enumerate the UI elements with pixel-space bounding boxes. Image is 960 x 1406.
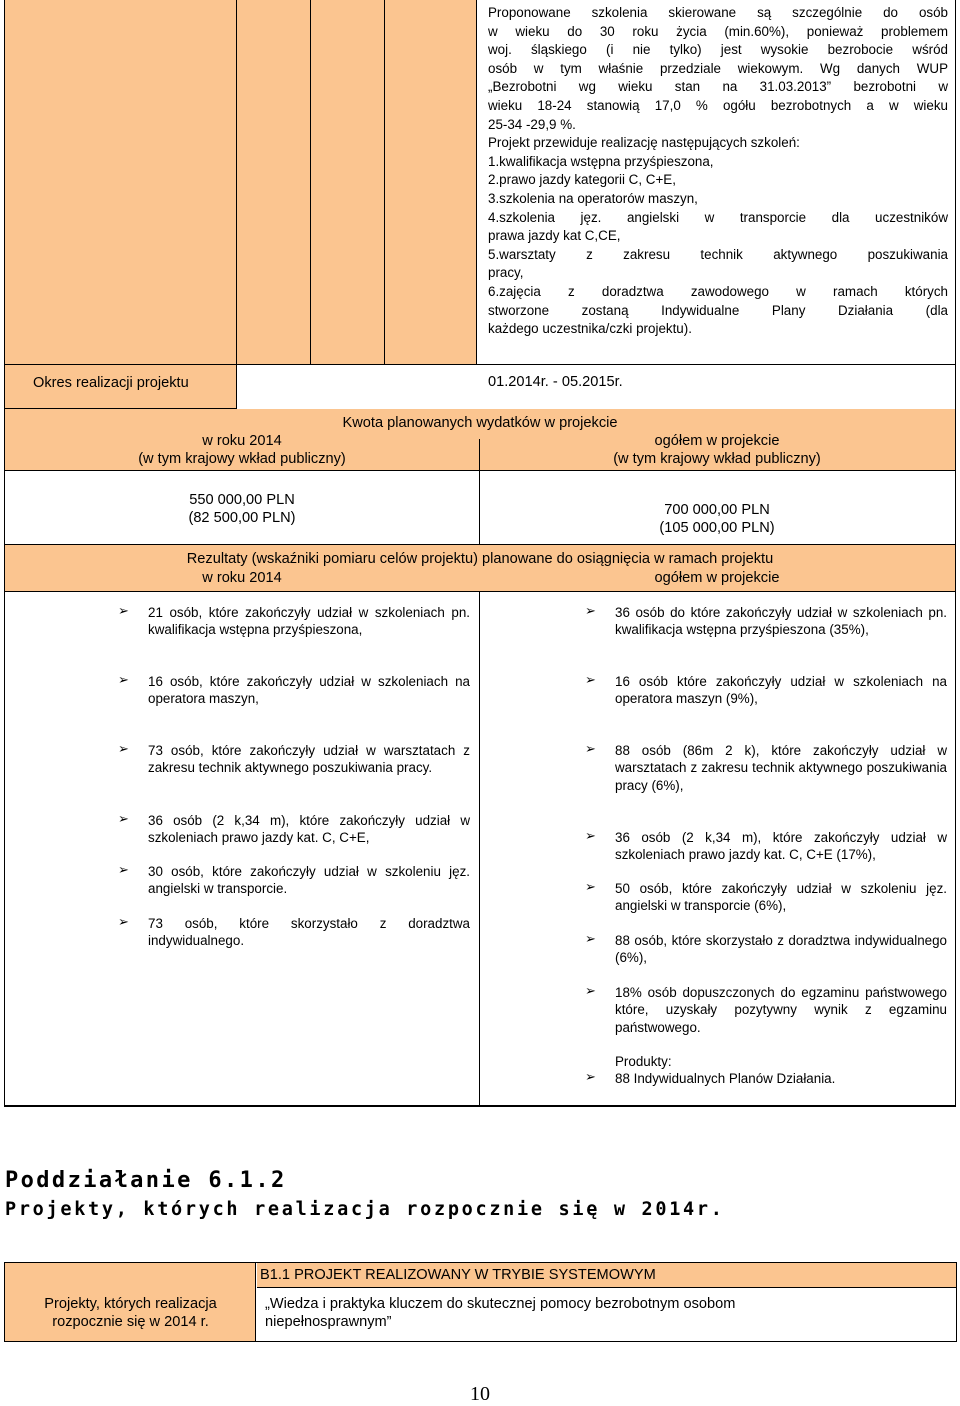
desc-line: wieku 18-24 stanowią 17,0 % ogółu bezrobotnych a w wieku	[488, 97, 948, 113]
expenses-col2-line2: (w tym krajowy wkład publiczny)	[613, 451, 821, 467]
arrow-bullet-icon: ➢	[585, 603, 596, 618]
expenses-col2-sub: (105 000,00 PLN)	[659, 520, 775, 536]
desc-line: woj. śląskiego (i nie tylko) jest wysokie bezrobocie wśród	[488, 42, 948, 58]
period-value: 01.2014r. - 05.2015r.	[488, 374, 623, 390]
arrow-bullet-icon: ➢	[585, 1069, 596, 1084]
results-col1-header: w roku 2014	[202, 570, 282, 586]
arrow-bullet-icon: ➢	[585, 983, 596, 998]
arrow-bullet-icon: ➢	[585, 828, 596, 843]
desc-line: 4.szkolenia jęz. angielski w transporcie dla uczestników	[488, 209, 948, 225]
section-subheading: Projekty, których realizacja rozpocznie się w 2014r.	[5, 1199, 725, 1220]
desc-line: 5.warsztaty z zakresu technik aktywnego poszukiwania	[488, 246, 948, 262]
page-number: 10	[470, 1383, 490, 1405]
desc-line: Proponowane szkolenia skierowane są szczególnie do osób	[488, 5, 948, 20]
desc-line: pracy,	[488, 265, 524, 281]
results-header	[5, 545, 955, 592]
spacer-column-1	[237, 0, 311, 364]
arrow-bullet-icon: ➢	[585, 879, 596, 894]
expenses-col1-sub: (82 500,00 PLN)	[188, 510, 296, 526]
desc-line: 1.kwalifikacja wstępna przyśpieszona,	[488, 153, 714, 169]
label-column	[4, 0, 237, 364]
bottom-right-line1: „Wiedza i praktyka kluczem do skutecznej pomocy bezrobotnym osobom	[265, 1296, 736, 1312]
desc-line: prawa jazdy kat C,CE,	[488, 228, 621, 244]
expenses-col1-line1: w roku 2014	[202, 433, 282, 449]
expenses-values	[5, 471, 955, 545]
period-label-cell	[4, 364, 237, 409]
bottom-left-line2: rozpocznie się w 2014 r.	[52, 1314, 209, 1330]
results-col2-header: ogółem w projekcie	[654, 570, 780, 586]
arrow-bullet-icon: ➢	[585, 672, 596, 687]
desc-line: 6.zajęcia z doradztwa zawodowego w ramach których	[488, 283, 948, 299]
spacer-column-3	[385, 0, 477, 364]
bottom-header-cell	[257, 1263, 956, 1288]
arrow-bullet-icon: ➢	[585, 741, 596, 756]
description-text	[488, 4, 948, 339]
expenses-title: Kwota planowanych wydatków w projekcie	[342, 415, 618, 431]
expenses-col2-value: 700 000,00 PLN	[664, 502, 770, 518]
desc-line: w wieku do 30 roku życia (min.60%), ponieważ problemem	[488, 23, 948, 39]
bottom-header-text: B1.1 PROJEKT REALIZOWANY W TRYBIE SYSTEMOWYM	[260, 1267, 656, 1283]
desc-line: 25-34 -29,9 %.	[488, 116, 576, 132]
expenses-col2-line1: ogółem w projekcie	[654, 433, 780, 449]
description-cell	[477, 0, 956, 364]
expenses-col1-value: 550 000,00 PLN	[189, 492, 295, 508]
arrow-bullet-icon: ➢	[118, 811, 129, 826]
arrow-bullet-icon: ➢	[118, 862, 129, 877]
desc-line: Projekt przewiduje realizację następujących szkoleń:	[488, 135, 800, 151]
results-title: Rezultaty (wskaźniki pomiaru celów projektu) planowane do osiągnięcia w ramach projektu	[186, 551, 774, 567]
arrow-bullet-icon: ➢	[118, 603, 129, 618]
desc-line: 2.prawo jazdy kategorii C, C+E,	[488, 172, 676, 188]
expenses-header	[5, 409, 955, 471]
products-label: Produkty:	[615, 1054, 672, 1069]
arrow-bullet-icon: ➢	[118, 672, 129, 687]
desc-line: stworzone zostaną Indywidualne Plany Działania (dla	[488, 302, 948, 318]
bottom-right-line2: niepełnosprawnym”	[265, 1314, 392, 1330]
arrow-bullet-icon: ➢	[118, 914, 129, 929]
expenses-col1-line2: (w tym krajowy wkład publiczny)	[138, 451, 346, 467]
desc-line: każdego uczestnika/czki projektu).	[488, 321, 692, 337]
bottom-left-line1: Projekty, których realizacja	[44, 1296, 217, 1312]
section-heading: Poddziałanie 6.1.2	[5, 1168, 287, 1193]
bottom-left-cell	[5, 1263, 256, 1341]
desc-line: 3.szkolenia na operatorów maszyn,	[488, 190, 698, 206]
expenses-header-divider	[479, 439, 480, 471]
arrow-bullet-icon: ➢	[585, 931, 596, 946]
results-divider	[479, 592, 480, 1106]
desc-line: osób w tym właśnie przedziale wiekowym. Wg danych WUP	[488, 60, 948, 76]
spacer-column-2	[311, 0, 385, 364]
desc-line: „Bezrobotni wg wieku stan na 31.03.2013” bezrobotni w	[488, 79, 948, 95]
arrow-bullet-icon: ➢	[118, 741, 129, 756]
period-label: Okres realizacji projektu	[33, 375, 189, 391]
